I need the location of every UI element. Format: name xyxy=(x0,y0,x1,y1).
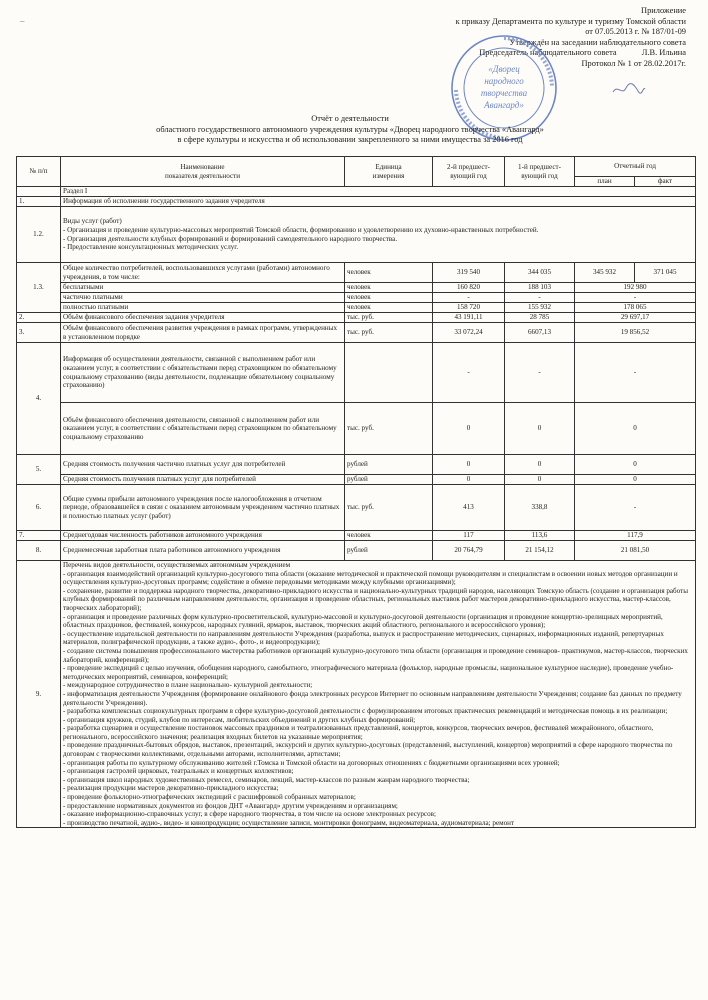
row-value-report: 178 065 xyxy=(575,303,696,313)
row-value-y2: 117 xyxy=(433,531,505,541)
row-value-y2: 158 720 xyxy=(433,303,505,313)
row-name: Средняя стоимость получения платных услуг для потребителей xyxy=(61,475,345,485)
row-unit: тыс. руб. xyxy=(345,323,433,343)
row-name: Объём финансового обеспечения развития учреждения в рамках программ, утвержденных в установленном порядке xyxy=(61,323,345,343)
row-value-y2: 0 xyxy=(433,475,505,485)
table-row xyxy=(17,475,696,485)
row-value-plan: 345 932 xyxy=(575,263,635,283)
row-value-report: - xyxy=(575,293,696,303)
row-num: 1.2. xyxy=(17,207,61,263)
row-value-report: 0 xyxy=(575,475,696,485)
row-value-y2: 0 xyxy=(433,455,505,475)
row-unit: рублей xyxy=(345,541,433,561)
row-value-y2: 160 820 xyxy=(433,283,505,293)
row-value-report: 29 697,17 xyxy=(575,313,696,323)
row-value-y1: 0 xyxy=(505,455,575,475)
row-num: 8. xyxy=(17,541,61,561)
row-value-report: 117,9 xyxy=(575,531,696,541)
col-header-name: Наименование показателя деятельности xyxy=(61,157,345,187)
col-header-year-1: 1-й предшест-вующий год xyxy=(505,157,575,187)
row-value-y2: 20 764,79 xyxy=(433,541,505,561)
table-row xyxy=(17,313,696,323)
seal-line-2: народного xyxy=(484,76,524,86)
table-header-row xyxy=(17,157,696,177)
row-name: Средняя стоимость получения частично платных услуг для потребителей xyxy=(61,455,345,475)
row-value-y1: 0 xyxy=(505,475,575,485)
row-num: 1.3. xyxy=(17,263,61,313)
report-title xyxy=(70,114,630,146)
table-row xyxy=(17,187,696,197)
row-value-y1: - xyxy=(505,293,575,303)
list-item: - сохранение, развитие и поддержка народного творчества, декоративно-прикладного искусства и национально-культурных традиций народов, населяющих Томскую область (создание и организация работы клубных формирований по различным направлениям деятельности, организация и проведение областных, региональных выставок работ мастеров декоративно-прикладного искусства, мастер-классов, творческих лабораторий); xyxy=(63,586,688,612)
table-row xyxy=(17,403,696,455)
table-row xyxy=(17,207,696,263)
row-value-y2: - xyxy=(433,343,505,403)
table-row xyxy=(17,561,696,828)
row-value-y1: 6607,13 xyxy=(505,323,575,343)
list-item: - Организация деятельности клубных формирований и формирований самодеятельного народного творчества. xyxy=(63,234,398,243)
col-header-fact: факт xyxy=(635,177,696,187)
row-value-report: - xyxy=(575,485,696,531)
row-unit: человек xyxy=(345,303,433,313)
title-line-3: в сфере культуры и искусства и об использовании закрепленного за ними имущества за 2016 год xyxy=(177,135,523,145)
row-unit xyxy=(345,343,433,403)
chair-name: Л.В. Ильина xyxy=(641,48,686,58)
row-unit: рублей xyxy=(345,455,433,475)
list-item: - проведение праздничных-бытовых обрядов, выставок, презентаций, экскурсий и других культурно-досуговых (представлений, выступлений, концертов) мероприятий в сфере народного творчества по договорам с творческими коллективами, отдельными авторами, исполнителями, артистами; xyxy=(63,741,673,759)
row-name: полностью платными xyxy=(61,303,345,313)
list-item: - разработка комплексных социокультурных программ в сфере культурно-досуговой деятельности с формулированием итоговых практических рекомендаций и методическая помощь в их реализации; xyxy=(63,707,668,716)
col-header-unit: Единица измерения xyxy=(345,157,433,187)
list-item: - реализация продукции мастеров декоративно-прикладного искусства; xyxy=(63,784,279,793)
list-item: - создание системы повышения профессионального мастерства работников организаций культурно-досугового типа области (организация и проведение семинаров- практикумов, мастер-классов, творческих лабораторий, конференций); xyxy=(63,646,688,664)
list-item: - предоставление нормативных документов из фондов ДНТ «Авангард» другим учреждениям и организациям; xyxy=(63,801,398,810)
row-value-fact: 371 045 xyxy=(635,263,696,283)
activities-head: Перечень видов деятельности, осуществляемых автономным учреждением xyxy=(63,561,291,569)
row-value-y2: - xyxy=(433,293,505,303)
row-value-y2: 43 191,11 xyxy=(433,313,505,323)
row-name: Общее количество потребителей, воспользовавшихся услугами (работами) автономного учреждения, в том числе: xyxy=(61,263,345,283)
table-row xyxy=(17,323,696,343)
row-value-report: 19 856,52 xyxy=(575,323,696,343)
list-item: - организация и проведение различных форм культурно-просветительской, культурно-массовой и культурно-досуговой деятельности (организация и проведение концертно-зрелищных мероприятий, областных праздников, фестивалей, конкурсов, народных гуляний, ярмарок, выставок, творческих акций областного, регионального и всероссийского уровня); xyxy=(63,612,663,630)
title-line-2: областного государственного автономного учреждения культуры «Дворец народного творчества «Авангард» xyxy=(156,124,544,134)
row-name: Информация об исполнении государственного задания учредителя xyxy=(61,197,696,207)
table-row xyxy=(17,485,696,531)
protocol-line: Протокол № 1 от 28.02.2017г. xyxy=(581,58,686,68)
row-unit: тыс. руб. xyxy=(345,403,433,455)
table-row xyxy=(17,531,696,541)
row-value-y2: 33 072,24 xyxy=(433,323,505,343)
list-item: - организация гастролей цирковых, театральных и концертных коллективов; xyxy=(63,767,294,776)
col-header-report-year: Отчетный год xyxy=(575,157,696,177)
order-reference: к приказу Департамента по культуре и туризму Томской области xyxy=(455,16,686,26)
list-item: - организация работы по культурному обслуживанию жителей г.Томска и Томской области на договорных отношениях с бюджетными организациями всех уровней; xyxy=(63,758,560,767)
row-value-y1: 21 154,12 xyxy=(505,541,575,561)
table-row xyxy=(17,541,696,561)
table-row xyxy=(17,197,696,207)
title-line-1: Отчёт о деятельности xyxy=(311,114,389,123)
row-num: 4. xyxy=(17,343,61,455)
col-header-plan: план xyxy=(575,177,635,187)
row-num: 6. xyxy=(17,485,61,531)
row-value-report: 0 xyxy=(575,455,696,475)
services-list xyxy=(61,207,696,263)
row-value-y1: 188 103 xyxy=(505,283,575,293)
list-item: - проведение фольклорно-этнографических экспедиций с расшифровкой собранных материалов; xyxy=(63,793,356,802)
list-item: - разработка сценариев и осуществление постановок массовых праздников и театрализованных представлений, концертов, конкурсов, творческих вечеров, фестивалей межрайонного, областного, регионального, всероссийского значения; реализация входных билетов на указанные мероприятия; xyxy=(63,724,654,741)
list-item: - проведение экспедиций с целью изучения, обобщения народного, самобытного, этнографического материала (фольклор, народные промыслы, национальное культурное наследие), проведение учебно-методических мероприятий, семинаров, конференций; xyxy=(63,664,674,681)
row-unit: тыс. руб. xyxy=(345,313,433,323)
row-unit: человек xyxy=(345,263,433,283)
row-value-report: 192 980 xyxy=(575,283,696,293)
row-num: 3. xyxy=(17,323,61,343)
seal-line-1: «Дворец xyxy=(488,64,520,74)
row-name: Среднемесячная заработная плата работников автономного учреждения xyxy=(61,541,345,561)
table-row xyxy=(17,283,696,293)
row-value-y1: 0 xyxy=(505,403,575,455)
list-item: - Предоставление консультационных методических услуг. xyxy=(63,243,239,252)
list-item: - организация школ народных художественных ремесел, семинаров, лекций, мастер-классов по разным жанрам народного творчества; xyxy=(63,775,470,784)
approval-line: Утверждён на заседании наблюдательного совета xyxy=(509,37,686,47)
row-unit: человек xyxy=(345,531,433,541)
services-head: Виды услуг (работ) xyxy=(63,217,122,226)
row-name: Объём финансового обеспечения деятельности, связанной с выполнением работ или оказанием услуг, в соответствии с обязательствами перед страховщиком по обязательному социальному страхованию xyxy=(61,403,345,455)
row-value-report: 21 081,50 xyxy=(575,541,696,561)
row-value-y1: 155 932 xyxy=(505,303,575,313)
row-value-y1: 338,8 xyxy=(505,485,575,531)
row-num: 7. xyxy=(17,531,61,541)
row-num: 9. xyxy=(17,561,61,828)
table-row xyxy=(17,343,696,403)
annex-label: Приложение xyxy=(641,6,686,15)
row-value-y2: 413 xyxy=(433,485,505,531)
row-unit: тыс. руб. xyxy=(345,485,433,531)
row-unit: рублей xyxy=(345,475,433,485)
report-table xyxy=(16,156,696,828)
row-num: 5. xyxy=(17,455,61,485)
row-name: Информация об осуществлении деятельности, связанной с выполнением работ или оказанием услуг, в соответствии с обязательствами перед страховщиком по обязательному социальному страхованию (виды деятельности, подлежащие обязательному социальному страхованию) xyxy=(61,343,345,403)
list-item: - организация кружков, студий, клубов по интересам, любительских объединений и других клубных формирований; xyxy=(63,715,416,724)
list-item: - оказание информационно-справочных услуг, в сфере народного творчества, в том числе на основе электронных ресурсов; xyxy=(63,810,436,819)
row-num: 2. xyxy=(17,313,61,323)
corner-mark: – xyxy=(20,16,25,26)
row-name: Объём финансового обеспечения задания учредителя xyxy=(61,313,345,323)
table-row xyxy=(17,455,696,475)
list-item: - производство печатной, аудио-, видео- и кинопродукции; осуществление записи, монтировки фонограмм, видеоматериала, аудиоматериала; ремонт xyxy=(63,818,515,827)
col-header-num: № п/п xyxy=(17,157,61,187)
row-value-y2: 0 xyxy=(433,403,505,455)
order-date: от 07.05.2013 г. № 187/01-09 xyxy=(585,27,686,37)
chair-line: Председатель наблюдательного совета Л.В. Ильина xyxy=(479,48,686,58)
section-title: Раздел I xyxy=(61,187,696,197)
row-value-y1: 344 035 xyxy=(505,263,575,283)
row-value-y1: - xyxy=(505,343,575,403)
row-value-y1: 113,6 xyxy=(505,531,575,541)
row-value-report: - xyxy=(575,343,696,403)
activities-list xyxy=(61,561,696,828)
list-item: - осуществление издательской деятельности по направлениям деятельности Учреждения (разработка, выпуск и распространение методических, сценарных, информационных изданий, репертуарных материалов, полиграфической продукции, а также аудио-, фото-, и видеопродукции); xyxy=(63,629,664,647)
row-value-report: 0 xyxy=(575,403,696,455)
list-item: - Организация и проведение культурно-массовых мероприятий Томской области, формированию и удовлетворению их духовно-нравственных потребностей. xyxy=(63,225,539,234)
row-name: бесплатными xyxy=(61,283,345,293)
row-name: частично платными xyxy=(61,293,345,303)
signature xyxy=(612,82,646,96)
table-row xyxy=(17,263,696,283)
row-unit: человек xyxy=(345,293,433,303)
row-unit: человек xyxy=(345,283,433,293)
table-row xyxy=(17,303,696,313)
seal-line-4: Авангард» xyxy=(484,100,524,110)
seal-line-3: творчества xyxy=(480,88,528,98)
row-value-y1: 28 785 xyxy=(505,313,575,323)
row-value-y2: 319 540 xyxy=(433,263,505,283)
row-name: Общие суммы прибыли автономного учреждения после налогообложения в отчетном периоде, образовавшейся в связи с оказанием автономным учреждением частично платных и полностью платных услуг (работ) xyxy=(61,485,345,531)
col-header-year-2: 2-й предшест-вующий год xyxy=(433,157,505,187)
list-item: - организация взаимодействий организаций культурно-досугового типа области (оказание методической и практической помощи руководителям и специалистам в освоении новых методов организации и осуществления культурно-досуговых программ; содействие в обмене передовыми методиками между клубными организациями); xyxy=(63,569,678,587)
list-item: - международное сотрудничество в плане национально- культурной деятельности; xyxy=(63,681,313,690)
list-item: - информатизация деятельности Учреждения (формирование онлайнового фонда электронных ресурсов Интернет по основным направлениям деятельности Учреждения; создание баз данных по предмету деятельности Учреждения). xyxy=(63,689,682,707)
row-num: 1. xyxy=(17,197,61,207)
table-row xyxy=(17,293,696,303)
row-name: Среднегодовая численность работников автономного учреждения xyxy=(61,531,345,541)
